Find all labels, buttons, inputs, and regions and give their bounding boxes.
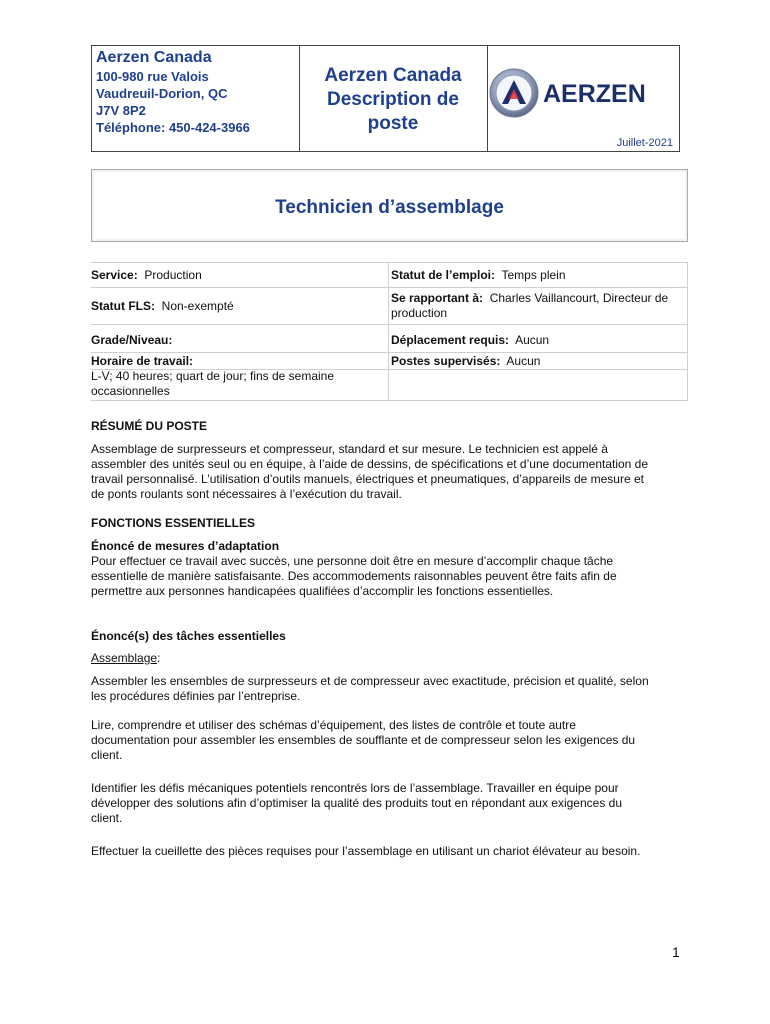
document-title [299, 64, 487, 136]
resume-line-1: Assemblage de surpresseurs et compresseur, standard et sur mesure. Le technicien est appelé à [91, 442, 608, 456]
task-paragraph-4 [91, 844, 691, 859]
taches-heading: Énoncé(s) des tâches essentielles [91, 629, 286, 643]
assemblage-subheading [91, 651, 691, 666]
rapport-field [391, 291, 687, 321]
task-3-line-1: Identifier les défis mécaniques potentiels rencontrés lors de l’assemblage. Travailler en équipe pour [91, 781, 619, 795]
postes-label: Postes supervisés: [391, 354, 501, 368]
deplacement-label: Déplacement requis: [391, 333, 510, 347]
task-2-line-2: documentation pour assembler les ensembles de soufflante et de compresseur selon les exigences du [91, 733, 636, 747]
task-3-line-3: client. [91, 811, 123, 825]
statut-emploi-label: Statut de l’emploi: [391, 268, 496, 282]
task-paragraph-2 [91, 718, 691, 763]
horaire-value-line-2: occasionnelles [91, 384, 170, 398]
task-2-line-1: Lire, comprendre et utiliser des schémas d’équipement, des listes de contrôle et toute autre [91, 718, 576, 732]
document-date: Juillet-2021 [616, 137, 673, 149]
resume-line-4: de ponts roulants sont nécessaires à l’exécution du travail. [91, 487, 402, 501]
logo-wordmark: AERZEN [543, 80, 646, 108]
postes-value: Aucun [506, 354, 541, 368]
service-label: Service: [91, 268, 138, 282]
statut-fls-value: Non-exempté [161, 299, 234, 313]
rapport-label: Se rapportant à: [391, 291, 484, 305]
rapport-value-cont: production [391, 306, 448, 320]
aerzen-logo [487, 66, 679, 120]
aerzen-logo-icon [487, 66, 679, 120]
deplacement-value: Aucun [515, 333, 550, 347]
document-title-line-2: Description de [327, 89, 459, 110]
enonce-line-3: permettre aux personnes handicapées qualifiées d’accomplir les fonctions essentielles. [91, 584, 554, 598]
task-2-line-3: client. [91, 748, 123, 762]
logo-cell [487, 46, 679, 151]
resume-heading: RÉSUMÉ DU POSTE [91, 419, 208, 433]
page-number: 1 [672, 944, 680, 960]
horaire-field [91, 354, 334, 399]
rapport-value: Charles Vaillancourt, Directeur de [489, 291, 669, 305]
statut-fls-label: Statut FLS: [91, 299, 155, 313]
task-1-line-1: Assembler les ensembles de surpresseurs et de compresseur avec exactitude, précision et qualité, selon [91, 674, 649, 688]
service-field [91, 268, 202, 283]
enonce-paragraph [91, 554, 691, 599]
assemblage-colon: : [157, 651, 161, 665]
deplacement-field [391, 333, 549, 348]
fonctions-heading: FONCTIONS ESSENTIELLES [91, 516, 256, 530]
resume-line-3: travail personnalisé. L’utilisation d’outils manuels, électriques et pneumatiques, d’appareils de mesure et [91, 472, 644, 486]
grade-label: Grade/Niveau: [91, 333, 173, 347]
postes-field [391, 354, 540, 369]
address-line-2: Vaudreuil-Dorion, QC [96, 86, 228, 101]
document-title-line-3: poste [367, 113, 419, 134]
phone-number: Téléphone: 450-424-3966 [96, 120, 250, 135]
document-title-line-1: Aerzen Canada [324, 65, 462, 86]
resume-paragraph [91, 442, 691, 502]
task-paragraph-3 [91, 781, 691, 826]
address-line-1: 100-980 rue Valois [96, 69, 209, 84]
service-value: Production [144, 268, 202, 282]
statut-emploi-value: Temps plein [501, 268, 566, 282]
job-title-box [91, 169, 688, 242]
job-title: Technicien d’assemblage [275, 197, 504, 218]
horaire-label: Horaire de travail: [91, 354, 194, 368]
company-address-cell [92, 46, 300, 151]
resume-line-2: assembler des unités seul ou en équipe, à l’aide de dessins, de spécifications et d’une documentation de [91, 457, 649, 471]
enonce-line-1: Pour effectuer ce travail avec succès, une personne doit être en mesure d’accomplir chaque tâche [91, 554, 614, 568]
address-line-3: J7V 8P2 [96, 103, 146, 118]
task-1-line-2: les procédures définies par l’entreprise. [91, 689, 301, 703]
statut-emploi-field [391, 268, 566, 283]
enonce-heading: Énoncé de mesures d’adaptation [91, 539, 280, 553]
horaire-value-line-1: L-V; 40 heures; quart de jour; fins de semaine [91, 369, 335, 383]
enonce-line-2: essentielle de manière satisfaisante. Des accommodements raisonnables peuvent être faits afin de [91, 569, 617, 583]
task-4-line-1: Effectuer la cueillette des pièces requises pour l’assemblage en utilisant un chariot élévateur au besoin. [91, 844, 641, 858]
document-title-cell [299, 46, 488, 151]
company-name: Aerzen Canada [96, 49, 212, 66]
assemblage-label: Assemblage [91, 651, 158, 665]
task-paragraph-1 [91, 674, 691, 704]
grade-field [91, 333, 172, 348]
task-3-line-2: développer des solutions afin d’optimiser la qualité des produits tout en répondant aux exigences du [91, 796, 623, 810]
statut-fls-field [91, 299, 234, 314]
job-info-table [91, 262, 688, 401]
document-header [91, 45, 680, 152]
